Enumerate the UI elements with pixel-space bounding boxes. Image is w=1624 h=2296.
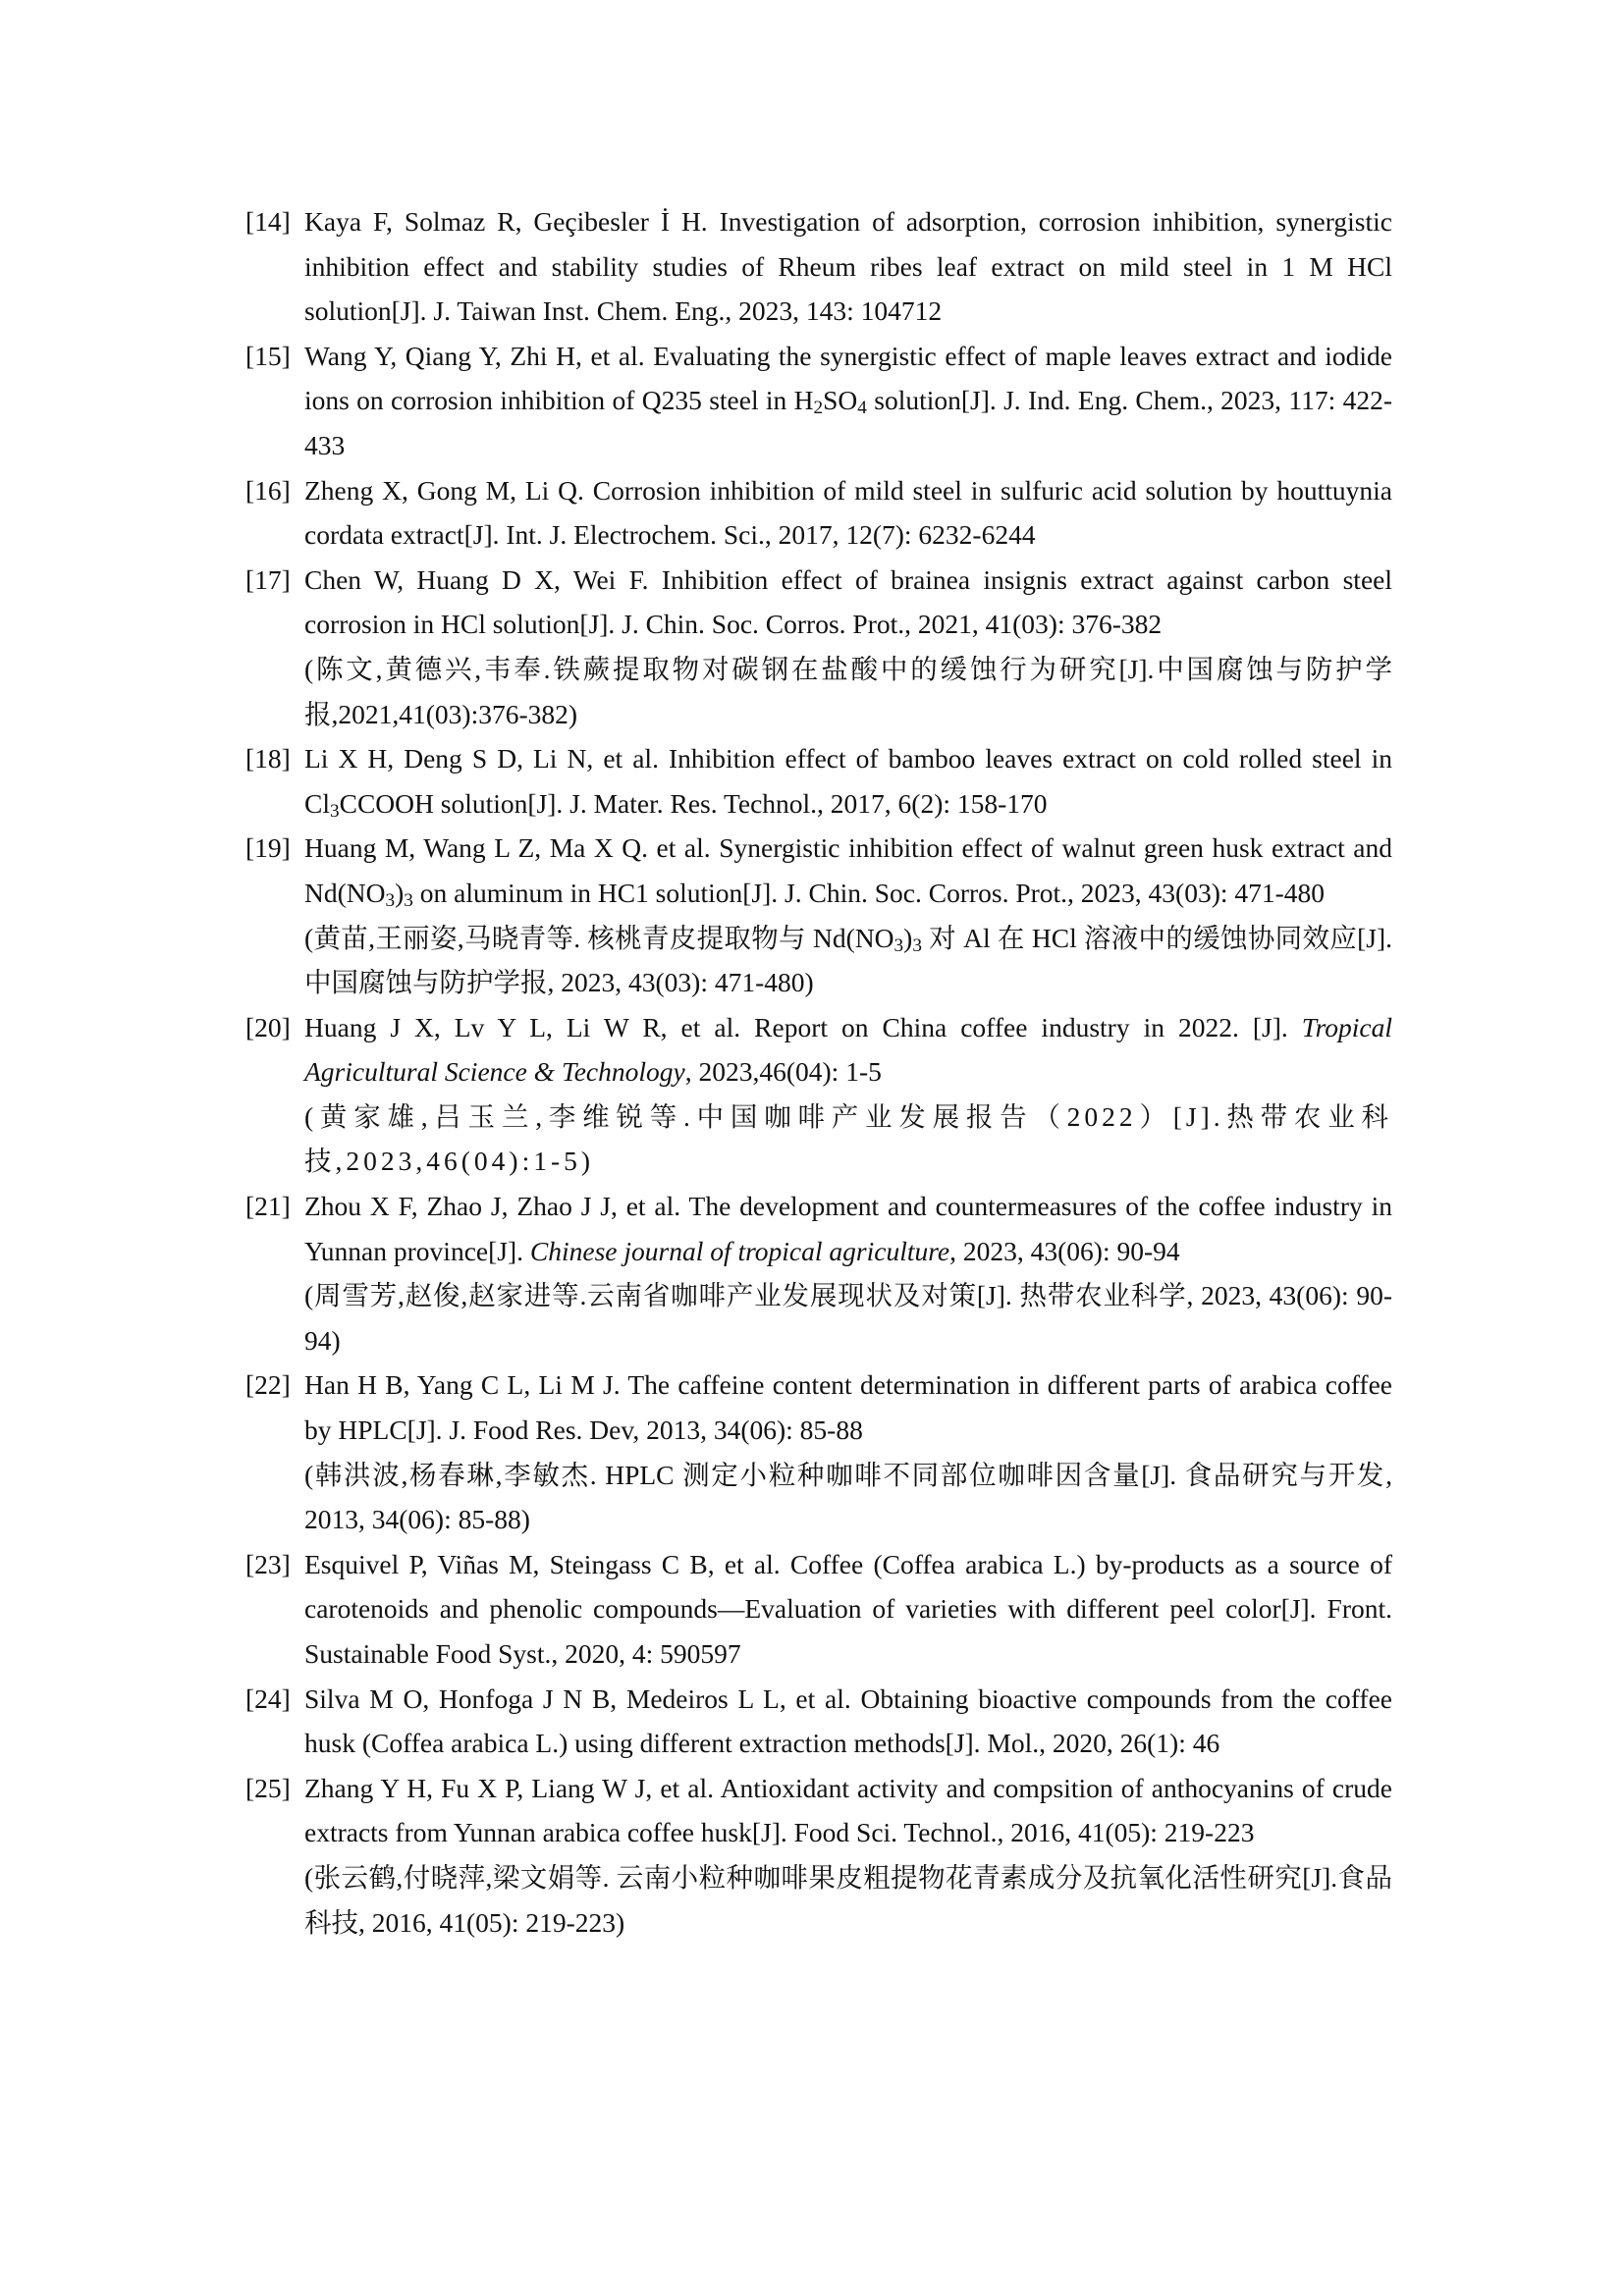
reference-number: [23] bbox=[245, 1548, 291, 1579]
reference-text: Wang Y, Qiang Y, Zhi H, et al. Evaluating the synergistic effect of maple leaves extract and iodide ions on corrosion inhibition of Q235 steel in $H_2SO_4$ solution[J]. J. Ind. Eng. Chem., 2023, 117: 422-433 bbox=[304, 340, 1392, 460]
reference-item bbox=[245, 826, 1392, 1004]
reference-chinese-text: (周雪芳,赵俊,赵家进等.云南省咖啡产业发展现状及对策[J]. 热带农业科学, 2023, 43(06): 90-94) bbox=[304, 1280, 1392, 1356]
reference-item bbox=[245, 1005, 1392, 1184]
reference-number: [15] bbox=[245, 340, 291, 371]
reference-text: Zhang Y H, Fu X P, Liang W J, et al. Antioxidant activity and compsition of anthocyanins of crude extracts from Yunnan arabica coffee husk[J]. Food Sci. Technol., 2016, 41(05): 219-223 bbox=[304, 1772, 1392, 1848]
reference-item bbox=[245, 1677, 1392, 1766]
reference-item bbox=[245, 1184, 1392, 1362]
reference-text: Han H B, Yang C L, Li M J. The caffeine content determination in different parts of arabica coffee by HPLC[J]. J. Food Res. Dev, 2013, 34(06): 85-88 bbox=[304, 1369, 1392, 1446]
reference-number: [17] bbox=[245, 563, 291, 595]
reference-item bbox=[245, 736, 1392, 826]
reference-item bbox=[245, 1362, 1392, 1541]
reference-text: Li X H, Deng S D, Li N, et al. Inhibition effect of bamboo leaves extract on cold rolled steel in $Cl_3CCOOH$ solution[J]. J. Mater. Res. Technol., 2017, 6(2): 158-170 bbox=[304, 743, 1392, 822]
reference-text: Chen W, Huang D X, Wei F. Inhibition effect of brainea insignis extract against carbon steel corrosion in HCl solution[J]. J. Chin. Soc. Corros. Prot., 2021, 41(03): 376-382 bbox=[304, 563, 1392, 640]
reference-number: [22] bbox=[245, 1369, 291, 1401]
reference-chinese-text: (黄苗,王丽姿,马晓青等. 核桃青皮提取物与 $Nd(NO_3)_3$ 对 Al 在 HCl 溶液中的缓蚀协同效应[J]. 中国腐蚀与防护学报, 2023, 43(03): 471-480) bbox=[304, 922, 1392, 998]
reference-chinese-text: (黄家雄,吕玉兰,李维锐等.中国咖啡产业发展报告（2022）[J].热带农业科技,2023,46(04):1-5) bbox=[304, 1100, 1392, 1177]
reference-number: [20] bbox=[245, 1011, 291, 1042]
reference-number: [14] bbox=[245, 206, 291, 237]
reference-item bbox=[245, 468, 1392, 558]
reference-number: [18] bbox=[245, 743, 291, 774]
reference-text: Esquivel P, Viñas M, Steingass C B, et al. Coffee (Coffea arabica L.) by-products as a source of carotenoids and phenolic compounds—Evaluation of varieties with different peel color[J]. Front. Sustainable Food Syst., 2020, 4: 590597 bbox=[304, 1548, 1392, 1669]
reference-text: Zhou X F, Zhao J, Zhao J J, et al. The development and countermeasures of the coffee industry in Yunnan province[J]. Chinese journal of tropical agriculture, 2023, 43(06): 90-94 bbox=[304, 1191, 1392, 1266]
reference-item bbox=[245, 1766, 1392, 1945]
reference-number: [19] bbox=[245, 832, 291, 864]
reference-text: Huang J X, Lv Y L, Li W R, et al. Report on China coffee industry in 2022. [J]. Tropical Agricultural Science & Technology, 2023,46(04): 1-5 bbox=[304, 1011, 1392, 1088]
reference-text: Kaya F, Solmaz R, Geçibesler İ H. Investigation of adsorption, corrosion inhibition, synergistic inhibition effect and stability studies of Rheum ribes leaf extract on mild steel in 1 M HCl solution[J]. J. Taiwan Inst. Chem. Eng., 2023, 143: 104712 bbox=[304, 206, 1392, 327]
reference-number: [16] bbox=[245, 474, 291, 506]
reference-chinese-text: (陈文,黄德兴,韦奉.铁蕨提取物对碳钢在盐酸中的缓蚀行为研究[J].中国腐蚀与防护学报,2021,41(03):376-382) bbox=[304, 653, 1392, 729]
reference-text: Silva M O, Honfoga J N B, Medeiros L L, et al. Obtaining bioactive compounds from the coffee husk (Coffea arabica L.) using different extraction methods[J]. Mol., 2020, 26(1): 46 bbox=[304, 1682, 1392, 1759]
reference-text: Zheng X, Gong M, Li Q. Corrosion inhibition of mild steel in sulfuric acid solution by houttuynia cordata extract[J]. Int. J. Electrochem. Sci., 2017, 12(7): 6232-6244 bbox=[304, 474, 1392, 551]
reference-number: [24] bbox=[245, 1682, 291, 1714]
reference-item bbox=[245, 1542, 1392, 1677]
reference-number: [25] bbox=[245, 1772, 291, 1803]
reference-list bbox=[245, 199, 1392, 1945]
reference-item bbox=[245, 334, 1392, 468]
reference-text: Huang M, Wang L Z, Ma X Q. et al. Synergistic inhibition effect of walnut green husk extract and $Nd(NO_3)_3$ on aluminum in HC1 solution[J]. J. Chin. Soc. Corros. Prot., 2023, 43(03): 471-480 bbox=[304, 832, 1392, 911]
reference-chinese-text: (韩洪波,杨春琳,李敏杰. HPLC 测定小粒种咖啡不同部位咖啡因含量[J]. 食品研究与开发, 2013, 34(06): 85-88) bbox=[304, 1459, 1392, 1535]
reference-item bbox=[245, 199, 1392, 334]
reference-number: [21] bbox=[245, 1191, 291, 1222]
journal-title: Tropical Agricultural Science & Technology bbox=[304, 1011, 1392, 1088]
journal-title: Chinese journal of tropical agriculture bbox=[529, 1235, 950, 1266]
reference-chinese-text: (张云鹤,付晓萍,梁文娟等. 云南小粒种咖啡果皮粗提物花青素成分及抗氧化活性研究[J].食品科技, 2016, 41(05): 219-223) bbox=[304, 1861, 1392, 1938]
reference-item bbox=[245, 558, 1392, 736]
